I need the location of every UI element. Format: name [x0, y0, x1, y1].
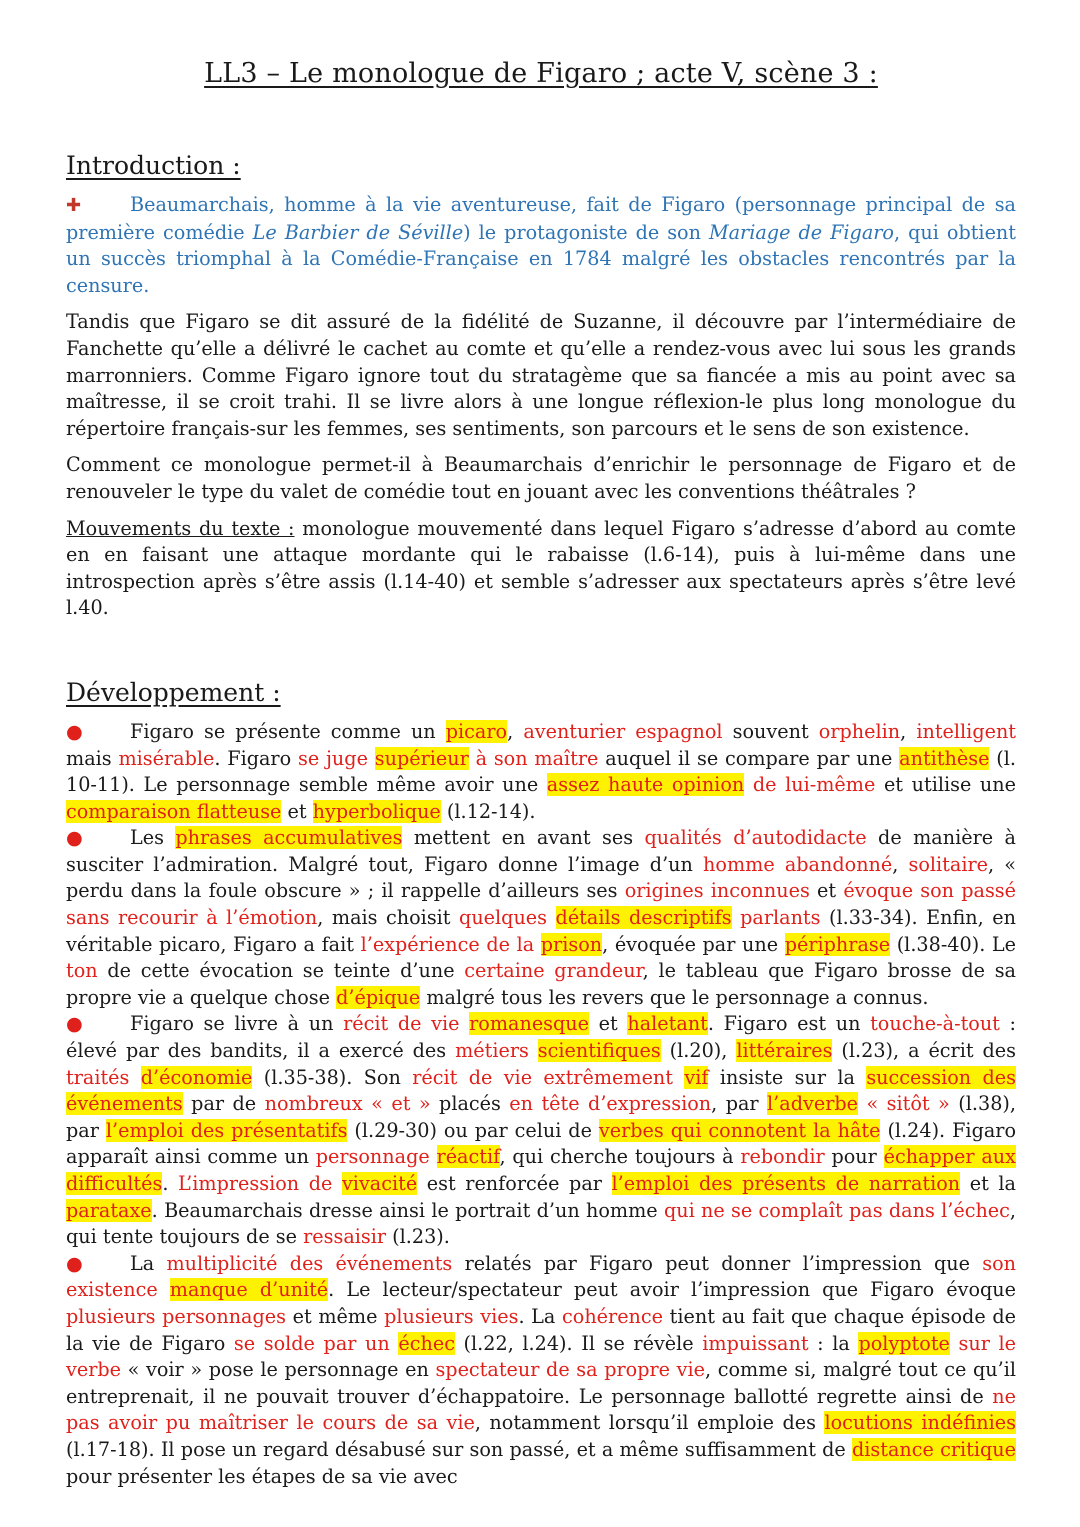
text-run: ,	[900, 719, 917, 743]
red-term: évoque son passé sans recourir à l’émotion	[66, 879, 1016, 930]
red-term: spectateur de sa propre vie	[435, 1358, 705, 1382]
highlighted-term: échapper aux difficultés	[66, 1145, 1016, 1195]
text-run: . La	[518, 1304, 563, 1328]
intro-heading: Introduction :	[66, 151, 241, 180]
text-run: (l.38), par	[66, 1092, 1016, 1142]
text-run: mettent en avant ses	[402, 826, 645, 850]
text-run: pour présenter les étapes de sa vie avec	[66, 1464, 458, 1488]
italic-title: Le Barbier de Séville	[252, 220, 464, 244]
text-run: insiste sur la	[708, 1065, 867, 1089]
text-run: (l. 10-11). Le personnage semble même avoir une	[66, 746, 1016, 797]
text-run: et la	[960, 1172, 1016, 1195]
red-term: aventurier espagnol	[523, 719, 723, 743]
highlighted-term: antithèse	[899, 746, 990, 770]
highlighted-term: distance critique	[852, 1437, 1016, 1461]
red-term: plusieurs personnages	[66, 1304, 286, 1328]
development-body	[66, 719, 1016, 1490]
text-run: et	[589, 1012, 628, 1036]
red-term: nombreux « et »	[264, 1092, 431, 1116]
development-paragraph	[66, 825, 1016, 1011]
red-term: personnage	[315, 1145, 437, 1169]
text-run: de cette évocation se teinte d’une	[97, 959, 465, 983]
text-run: et même	[286, 1304, 385, 1328]
text-run: , le tableau que Figaro brosse de sa propre vie a quelque chose	[66, 959, 1016, 1009]
text-run: de manière à susciter l’admiration. Malgré tout, Figaro donne l’image d’un	[66, 826, 1016, 876]
red-dot-icon: ●	[66, 1251, 83, 1275]
intro-text-run: ) le protagoniste de son	[463, 220, 709, 244]
development-paragraph	[66, 1251, 1016, 1490]
text-run: (l.17-18). Il pose un regard désabusé sur son passé, et a même suffisamment de	[66, 1437, 852, 1461]
red-term: multiplicité des événements	[166, 1251, 453, 1275]
highlighted-term: assez haute opinion	[546, 773, 745, 797]
red-term: ton	[66, 959, 98, 983]
red-term: parlants	[731, 906, 821, 930]
highlighted-term: l’emploi des présentatifs	[105, 1118, 348, 1142]
highlighted-term: d’épique	[336, 985, 421, 1009]
red-dot-icon: ●	[66, 1012, 83, 1036]
red-term: qualités d’autodidacte	[644, 826, 867, 850]
text-run: Figaro se présente comme un	[130, 719, 446, 743]
highlighted-term: l’emploi des présents de narration	[611, 1172, 961, 1195]
highlighted-term: périphrase	[784, 932, 891, 956]
text-run: (l.33-34). Enfin, en véritable picaro, Figaro a fait	[66, 906, 1016, 956]
text-run: souvent	[722, 719, 819, 743]
red-term: en tête d’expression	[509, 1092, 712, 1116]
text-run: (l.20),	[660, 1039, 737, 1063]
highlighted-term: romanesque	[469, 1012, 590, 1036]
highlighted-term: vif	[684, 1065, 709, 1089]
intro-paragraph-1	[66, 192, 1016, 299]
highlighted-term: locutions indéfinies	[824, 1411, 1016, 1435]
highlighted-term: succession des événements	[66, 1065, 1016, 1116]
red-term: orphelin	[818, 719, 901, 743]
red-term: se solde par un	[233, 1331, 399, 1355]
text-run: pour	[824, 1145, 884, 1169]
development-heading: Développement :	[66, 677, 281, 707]
red-term: métiers	[455, 1039, 538, 1063]
highlighted-term: phrases accumulatives	[175, 826, 403, 850]
red-term: ne pas avoir pu maîtriser le cours de sa vie	[66, 1384, 1016, 1435]
red-dot-icon: ●	[66, 826, 83, 850]
text-run: malgré tous les revers que le personnage a connus.	[420, 985, 929, 1009]
text-run: placés	[430, 1092, 510, 1116]
red-term: impuissant	[702, 1331, 809, 1355]
text-run: (l.22, l.24). Il se révèle	[454, 1331, 703, 1355]
text-run: . Figaro	[214, 746, 298, 770]
red-term: touche-à-tout	[870, 1012, 1000, 1036]
text-run: , par	[711, 1092, 768, 1116]
text-run: : élevé par des bandits, il a exercé des	[66, 1012, 1017, 1063]
movements-label: Mouvements du texte :	[66, 516, 295, 540]
highlighted-term: supérieur	[374, 746, 469, 770]
intro-text-run: Beaumarchais, homme à la vie aventureuse, fait de Figaro (personnage principal de sa première comédie	[66, 193, 1016, 244]
text-run: (l.38-40). Le	[890, 932, 1017, 956]
highlighted-term: littéraires	[736, 1039, 833, 1063]
red-term: l’expérience de la	[360, 932, 541, 956]
text-run: La	[130, 1251, 167, 1275]
development-paragraph	[66, 719, 1016, 825]
highlighted-term: scientifiques	[537, 1039, 661, 1063]
document-page	[66, 58, 1016, 1490]
intro-p1-text	[66, 193, 1016, 297]
text-run: , mais choisit	[317, 906, 460, 930]
text-run: . Le lecteur/spectateur peut avoir l’impression que Figaro évoque	[328, 1278, 1016, 1302]
text-run: et	[809, 879, 844, 903]
page-title: LL3 – Le monologue de Figaro ; acte V, scène 3 :	[204, 58, 878, 89]
red-term: intelligent	[916, 719, 1017, 743]
text-run: Figaro se livre à un	[130, 1012, 344, 1036]
red-term: misérable	[118, 746, 215, 770]
highlighted-term: l’adverbe	[767, 1092, 859, 1116]
highlighted-term: hyperbolique	[312, 799, 441, 823]
intro-text-run: , qui obtient un succès triomphal à la Comédie-Française en 1784 malgré les obstacles rencontrés par la censure.	[66, 220, 1016, 297]
highlighted-term: échec	[398, 1331, 455, 1355]
text-run: (l.24). Figaro apparaît ainsi comme un	[66, 1118, 1017, 1169]
text-run: et	[281, 799, 313, 823]
plus-icon: ✚	[66, 195, 82, 216]
intro-paragraph-4	[66, 516, 1016, 622]
red-term: ressaisir	[303, 1225, 387, 1249]
red-term: traités	[66, 1065, 141, 1089]
highlighted-term: verbes qui connotent la hâte	[598, 1118, 881, 1142]
text-run: (l.23), a écrit des	[832, 1039, 1016, 1063]
text-run: : la	[808, 1331, 859, 1355]
text-run: , qui cherche toujours à	[499, 1145, 741, 1169]
red-term: récit de vie extrêmement	[412, 1065, 685, 1089]
red-term: qui ne se complaît pas dans l’échec	[663, 1198, 1010, 1222]
highlighted-term: haletant	[627, 1012, 708, 1036]
highlighted-term: picaro	[445, 719, 508, 743]
text-run: , « perdu dans la foule obscure » ; il rappelle d’ailleurs ses	[66, 852, 1016, 903]
red-term: L’impression de	[178, 1172, 342, 1195]
highlighted-term: réactif	[436, 1145, 500, 1169]
text-run: « voir » pose le personnage en	[121, 1358, 436, 1382]
highlighted-term: polyptote	[858, 1331, 950, 1355]
text-run: .	[162, 1172, 179, 1195]
red-term: à son maître	[468, 746, 599, 770]
text-run: par de	[182, 1092, 265, 1116]
text-run: , notamment lorsqu’il emploie des	[474, 1411, 825, 1435]
highlighted-term: comparaison flatteuse	[66, 799, 282, 823]
highlighted-term: détails descriptifs	[555, 906, 732, 930]
italic-title: Mariage de Figaro	[708, 220, 894, 244]
development-paragraph	[66, 1011, 1016, 1250]
intro-paragraph-2: Tandis que Figaro se dit assuré de la fidélité de Suzanne, il découvre par l’intermédiaire de Fanchette qu’elle a délivré le cachet au comte et qu’elle a rendez-vous avec lui sous les grands marronniers. Comme Figaro ignore tout du stratagème que sa fiancée a mis au point avec sa maîtresse, il se croit trahi. Il se livre alors à une longue réflexion-le plus long monologue du répertoire français-sur les femmes, ses sentiments, son parcours et le sens de son existence.	[66, 310, 1016, 440]
red-dot-icon: ●	[66, 719, 83, 743]
text-run: , qui tente toujours de se	[66, 1198, 1017, 1249]
movements-text: monologue mouvementé dans lequel Figaro s’adresse d’abord au comte en en faisant une attaque mordante qui le rabaisse (l.6-14), puis à lui-même dans une introspection après s’être assis (l.14-40) et semble s’adresser aux spectateurs après s’être levé l.40.	[66, 516, 1016, 620]
red-term: origines inconnues	[624, 879, 810, 903]
text-run: ,	[507, 719, 524, 743]
text-run: auquel il se compare par une	[598, 746, 900, 770]
text-run: ,	[892, 852, 909, 876]
text-run: relatés par Figaro peut donner l’impression que	[452, 1251, 983, 1275]
red-term: récit de vie	[343, 1012, 470, 1036]
text-run: est renforcée par	[417, 1172, 612, 1195]
highlighted-term: parataxe	[66, 1198, 152, 1222]
text-run: (l.23).	[386, 1225, 450, 1249]
highlighted-term: vivacité	[341, 1172, 418, 1195]
highlighted-term: d’économie	[140, 1065, 253, 1089]
text-run: mais	[66, 746, 119, 770]
text-run: , évoquée par une	[602, 932, 785, 956]
text-run: Les	[130, 826, 176, 850]
highlighted-term: prison	[540, 932, 603, 956]
red-term: de lui-même	[744, 773, 876, 797]
highlighted-term: manque d’unité	[169, 1278, 329, 1302]
red-term: certaine grandeur	[464, 959, 643, 983]
text-run: . Beaumarchais dresse ainsi le portrait d’un homme	[151, 1198, 664, 1222]
text-run: et utilise une	[875, 773, 1016, 797]
text-run: . Figaro est un	[707, 1012, 871, 1036]
red-term: quelques	[459, 906, 556, 930]
intro-paragraph-3: Comment ce monologue permet-il à Beaumarchais d’enrichir le personnage de Figaro et de renouveler le type du valet de comédie tout en jouant avec les conventions théâtrales ?	[66, 453, 1016, 503]
red-term: homme abandonné	[703, 852, 893, 876]
red-term: « sitôt »	[866, 1092, 950, 1116]
red-term: rebondir	[740, 1145, 825, 1169]
red-term: cohérence	[562, 1304, 664, 1328]
red-term: solitaire	[908, 852, 989, 876]
red-term: son existence	[66, 1251, 1017, 1302]
red-term: plusieurs vies	[384, 1304, 519, 1328]
text-run: , comme si, malgré tout ce qu’il entreprenait, il ne pouvait trouver d’échappatoire. Le personnage ballotté regrette ainsi de	[66, 1358, 1016, 1408]
text-run: (l.35-38). Son	[252, 1065, 413, 1089]
red-term: se juge	[297, 746, 375, 770]
text-run: (l.29-30) ou par celui de	[347, 1118, 599, 1142]
text-run: tient au fait que chaque épisode de la vie de Figaro	[66, 1304, 1016, 1355]
red-term: sur le verbe	[66, 1331, 1016, 1382]
text-run: (l.12-14).	[440, 799, 536, 823]
